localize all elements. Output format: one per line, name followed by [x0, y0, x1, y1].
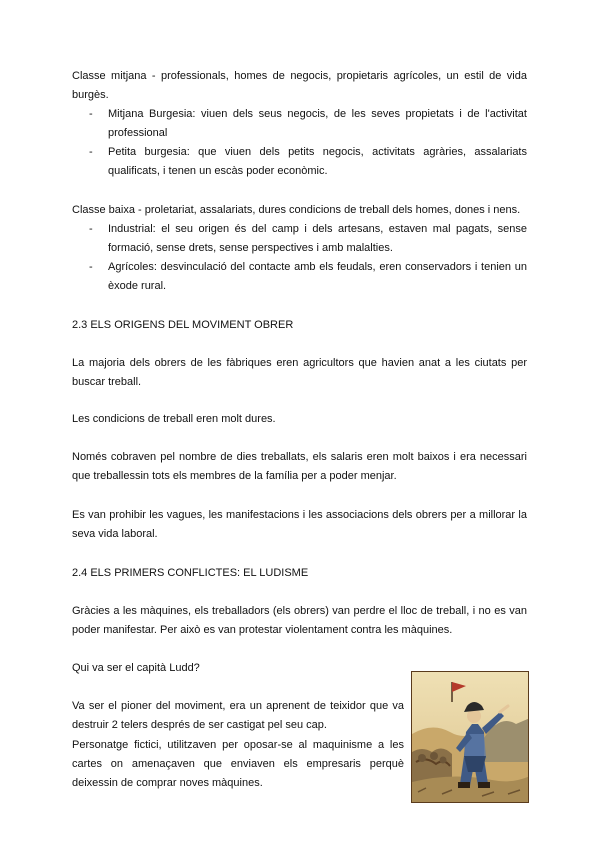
- section-heading-2-3: 2.3 ELS ORIGENS DEL MOVIMENT OBRER: [72, 319, 294, 331]
- middle-class-section: [72, 67, 527, 181]
- middle-class-intro: Classe mitjana - professionals, homes de negocis, propietaris agrícoles, un estil de vida burgès.: [72, 70, 527, 101]
- lower-class-section: [72, 201, 527, 296]
- paragraph: La majoria dels obrers de les fàbriques eren agricultors que havien anat a les ciutats per buscar treball.: [72, 357, 527, 388]
- lower-class-intro: Classe baixa - proletariat, assalariats, dures condicions de treball dels homes, dones i nens.: [72, 204, 521, 216]
- lower-class-list: [72, 220, 527, 296]
- list-item: - Petita burgesia: que viuen dels petits negocis, activitats agràries, assalariats qualificats, i tenen un escàs poder econòmic.: [72, 143, 527, 181]
- paragraph: Personatge fictici, utilitzaven per oposar-se al maquinisme a les cartes on amenaçaven que enviaven els empresaris perquè deixessin de comprar noves màquines.: [72, 739, 404, 789]
- captain-ludd-illustration: [411, 671, 529, 803]
- middle-class-list: [72, 105, 527, 181]
- list-item: - Agrícoles: desvinculació del contacte amb els feudals, eren conservadors i tenien un èxode rural.: [72, 258, 527, 296]
- paragraph: Gràcies a les màquines, els treballadors (els obrers) van perdre el lloc de treball, i no es van poder manifestar. Per això es van protestar violentament contra les màquines.: [72, 605, 527, 636]
- paragraph: Es van prohibir les vagues, les manifestacions i les associacions dels obrers per a millorar la seva vida laboral.: [72, 509, 527, 540]
- list-item: - Mitjana Burgesia: viuen dels seus negocis, de les seves propietats i de l'activitat professional: [72, 105, 527, 143]
- question-text: Qui va ser el capità Ludd?: [72, 662, 200, 674]
- section-heading-2-4: 2.4 ELS PRIMERS CONFLICTES: EL LUDISME: [72, 567, 309, 579]
- paragraph: Només cobraven pel nombre de dies treballats, els salaris eren molt baixos i era necessari que treballessin tots els membres de la família per a poder menjar.: [72, 451, 527, 482]
- paragraph: Les condicions de treball eren molt dures.: [72, 413, 276, 425]
- list-item: - Industrial: el seu origen és del camp i dels artesans, estaven mal pagats, sense formació, sense drets, sense perspectives i amb malalties.: [72, 220, 527, 258]
- paragraph: Va ser el pioner del moviment, era un aprenent de teixidor que va destruir 2 telers després de ser castigat pel seu cap.: [72, 700, 404, 731]
